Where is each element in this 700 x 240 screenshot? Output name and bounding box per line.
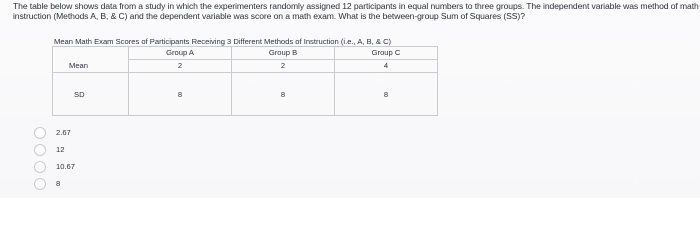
option-label[interactable]: 8 — [56, 179, 61, 188]
answer-options — [34, 124, 154, 192]
answer-option-2[interactable] — [34, 141, 154, 158]
mean-group-c: 4 — [335, 60, 438, 73]
header-group-b: Group B — [232, 47, 335, 60]
sd-group-c: 8 — [335, 73, 438, 116]
results-table — [52, 46, 438, 116]
radio-button[interactable] — [34, 161, 46, 173]
table-row-sd — [53, 73, 438, 116]
radio-button[interactable] — [34, 144, 46, 156]
sd-group-a: 8 — [129, 73, 232, 116]
option-label[interactable]: 2.67 — [56, 128, 71, 137]
answer-option-4[interactable] — [34, 175, 154, 192]
header-group-a: Group A — [129, 47, 232, 60]
header-group-c: Group C — [335, 47, 438, 60]
header-cell-empty — [53, 47, 129, 60]
table-header-row — [53, 47, 438, 60]
table-title: Mean Math Exam Scores of Participants Receiving 3 Different Methods of Instruction (i.e., A, B, & C) — [54, 37, 392, 46]
answer-option-3[interactable] — [34, 158, 154, 175]
answer-option-1[interactable] — [34, 124, 154, 141]
row-label-sd: SD — [53, 73, 129, 116]
radio-button[interactable] — [34, 127, 46, 139]
table-row-mean — [53, 60, 438, 73]
row-label-mean: Mean — [53, 60, 129, 73]
sd-group-b: 8 — [232, 73, 335, 116]
option-label[interactable]: 10.67 — [56, 162, 76, 171]
mean-group-b: 2 — [232, 60, 335, 73]
question-text: The table below shows data from a study in which the experimenters randomly assigned 12 participants in equal numbers to three groups. The independent variable was method of math instruction (Methods A, B, & C) and the dependent variable was score on a math exam. What is the between-group Sum of Squares (SS)? — [13, 1, 699, 21]
radio-button[interactable] — [34, 178, 46, 190]
option-label[interactable]: 12 — [56, 145, 65, 154]
mean-group-a: 2 — [129, 60, 232, 73]
